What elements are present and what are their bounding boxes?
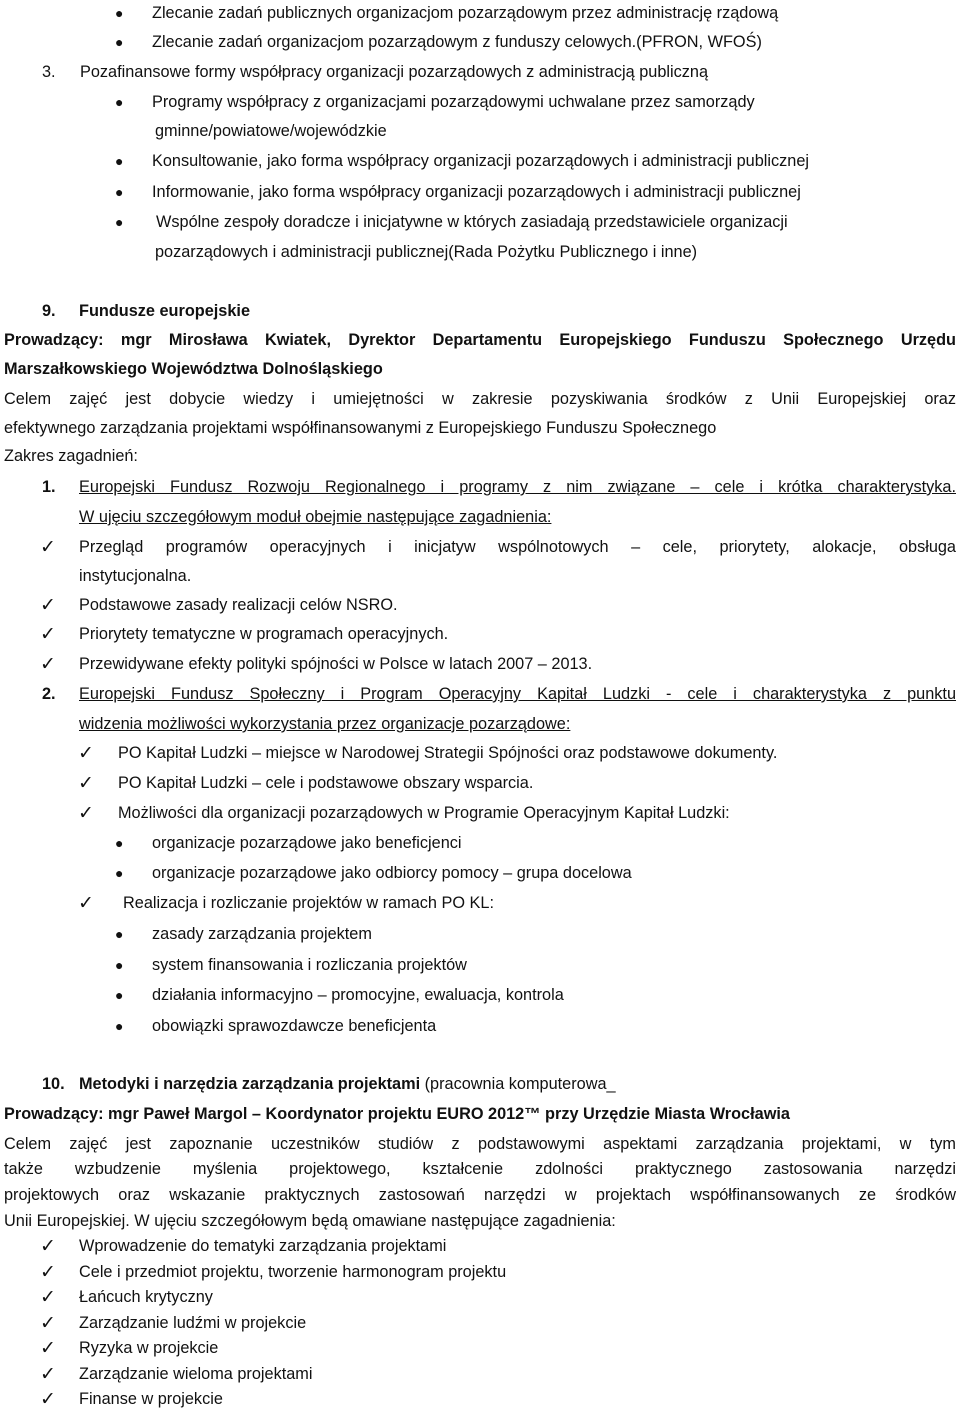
- check-icon: ✓: [78, 742, 94, 764]
- section9-goal-line1: Celem zajęć jest dobycie wiedzy i umiejętności w zakresie pozyskiwania środków z Unii Europejskiej oraz: [4, 390, 956, 408]
- check-icon: ✓: [40, 1363, 56, 1385]
- sub-bullet-4-line2: pozarządowych i administracji publicznej(Rada Pożytku Publicznego i inne): [155, 243, 698, 261]
- bullet-icon: ●: [115, 5, 124, 21]
- point1-number: 1.: [42, 478, 56, 496]
- point2-check-3: Możliwości dla organizacji pozarządowych w Programie Operacyjnym Kapitał Ludzki:: [118, 804, 730, 822]
- section10-heading: [79, 1074, 616, 1094]
- point2-bullet-a2: organizacje pozarządowe jako odbiorcy pomocy – grupa docelowa: [152, 864, 632, 882]
- bullet-icon: ●: [115, 987, 124, 1003]
- check-icon: ✓: [40, 1337, 56, 1359]
- bullet-icon: ●: [115, 835, 124, 851]
- section10-title-note: (pracownia komputerowa_: [420, 1075, 616, 1093]
- check-icon: ✓: [40, 1286, 56, 1308]
- item3-number: 3.: [42, 63, 56, 81]
- point1-check-2: Podstawowe zasady realizacji celów NSRO.: [79, 596, 398, 614]
- point1-subheading: W ujęciu szczegółowym moduł obejmie następujące zagadnienia:: [79, 508, 552, 526]
- point2-bullet-b1: zasady zarządzania projektem: [152, 925, 372, 943]
- point1-check-4: Przewidywane efekty polityki spójności w Polsce w latach 2007 – 2013.: [79, 655, 593, 673]
- sub-bullet-3: Informowanie, jako forma współpracy organizacji pozarządowych i administracji publicznej: [152, 183, 801, 201]
- check-icon: ✓: [78, 892, 94, 914]
- check-icon: ✓: [40, 1235, 56, 1257]
- point2-check-1: PO Kapitał Ludzki – miejsce w Narodowej Strategii Spójności oraz podstawowe dokumenty.: [118, 744, 778, 762]
- point2-check-4: Realizacja i rozliczanie projektów w ramach PO KL:: [123, 894, 494, 912]
- check-icon: ✓: [40, 653, 56, 675]
- bullet-icon: ●: [115, 94, 124, 110]
- point1-check-1-line1: Przegląd programów operacyjnych i inicjatyw wspólnotowych – cele, priorytety, alokacje, obsługa: [79, 538, 956, 556]
- check-icon: ✓: [78, 772, 94, 794]
- section10-goal-line3: projektowych oraz wskazanie praktycznych zastosowań narzędzi w projektach współfinansowanych ze środków: [4, 1186, 956, 1204]
- section10-check-5: Ryzyka w projekcie: [79, 1339, 219, 1357]
- point2-bullet-b4: obowiązki sprawozdawcze beneficjenta: [152, 1017, 437, 1035]
- bullet-icon: ●: [115, 865, 124, 881]
- section9-goal-line2: efektywnego zarządzania projektami współfinansowanymi z Europejskiego Funduszu Społecznego: [4, 419, 717, 437]
- top-bullet-2: Zlecanie zadań organizacjom pozarządowym z funduszy celowych.(PFRON, WFOŚ): [152, 33, 762, 51]
- section10-check-4: Zarządzanie ludźmi w projekcie: [79, 1314, 307, 1332]
- check-icon: ✓: [78, 802, 94, 824]
- point2-check-2: PO Kapitał Ludzki – cele i podstawowe obszary wsparcia.: [118, 774, 534, 792]
- section10-check-1: Wprowadzenie do tematyki zarządzania projektami: [79, 1237, 447, 1255]
- point2-number: 2.: [42, 685, 56, 703]
- section10-check-3: Łańcuch krytyczny: [79, 1288, 213, 1306]
- bullet-icon: ●: [115, 34, 124, 50]
- bullet-icon: ●: [115, 926, 124, 942]
- bullet-icon: ●: [115, 957, 124, 973]
- check-icon: ✓: [40, 536, 56, 558]
- section10-check-2: Cele i przedmiot projektu, tworzenie harmonogram projektu: [79, 1263, 507, 1281]
- section9-lead-line2: Marszałkowskiego Województwa Dolnośląskiego: [4, 360, 383, 378]
- section10-goal-line1: Celem zajęć jest zapoznanie uczestników studiów z podstawowymi aspektami zarządzania projektami, w tym: [4, 1135, 956, 1153]
- bullet-icon: ●: [115, 184, 124, 200]
- sub-bullet-1-line1: Programy współpracy z organizacjami pozarządowymi uchwalane przez samorządy: [152, 93, 755, 111]
- sub-bullet-1-line2: gminne/powiatowe/wojewódzkie: [155, 122, 387, 140]
- check-icon: ✓: [40, 623, 56, 645]
- sub-bullet-4-line1: Wspólne zespoły doradcze i inicjatywne w których zasiadają przedstawiciele organizacji: [156, 213, 788, 231]
- bullet-icon: ●: [115, 214, 124, 230]
- point2-title-line1: Europejski Fundusz Społeczny i Program Operacyjny Kapitał Ludzki - cele i charakterystyka z punktu: [79, 685, 956, 703]
- top-bullet-1: Zlecanie zadań publicznych organizacjom pozarządowym przez administrację rządową: [152, 4, 779, 22]
- check-icon: ✓: [40, 1312, 56, 1334]
- check-icon: ✓: [40, 594, 56, 616]
- section9-number: 9.: [42, 302, 56, 320]
- point1-check-1-line2: instytucjonalna.: [79, 567, 192, 585]
- section10-goal-line4: Unii Europejskiej. W ujęciu szczegółowym będą omawiane następujące zagadnienia:: [4, 1212, 616, 1230]
- scope-label: Zakres zagadnień:: [4, 447, 138, 465]
- point2-bullet-b2: system finansowania i rozliczania projektów: [152, 956, 467, 974]
- sub-bullet-2: Konsultowanie, jako forma współpracy organizacji pozarządowych i administracji publicznej: [152, 152, 809, 170]
- section10-lead: Prowadzący: mgr Paweł Margol – Koordynator projektu EURO 2012™ przy Urzędzie Miasta Wrocławia: [4, 1105, 790, 1123]
- section10-title: Metodyki i narzędzia zarządzania projektami: [79, 1075, 421, 1093]
- section10-number: 10.: [42, 1075, 65, 1093]
- bullet-icon: ●: [115, 1018, 124, 1034]
- point2-bullet-b3: działania informacyjno – promocyjne, ewaluacja, kontrola: [152, 986, 564, 1004]
- item3-heading: Pozafinansowe formy współpracy organizacji pozarządowych z administracją publiczną: [80, 63, 709, 81]
- section9-title: Fundusze europejskie: [79, 302, 250, 320]
- section10-check-7: Finanse w projekcie: [79, 1390, 223, 1408]
- point2-bullet-a1: organizacje pozarządowe jako beneficjenci: [152, 834, 462, 852]
- point1-title: Europejski Fundusz Rozwoju Regionalnego i programy z nim związane – cele i krótka charakterystyka.: [79, 478, 956, 496]
- point1-check-3: Priorytety tematyczne w programach operacyjnych.: [79, 625, 449, 643]
- check-icon: ✓: [40, 1261, 56, 1283]
- section10-goal-line2: także wzbudzenie myślenia projektowego, kształcenie zdolności praktycznego zastosowania narzędzi: [4, 1160, 956, 1178]
- check-icon: ✓: [40, 1388, 56, 1410]
- bullet-icon: ●: [115, 153, 124, 169]
- point2-title-line2: widzenia możliwości wykorzystania przez organizacje pozarządowe:: [79, 715, 571, 733]
- section10-check-6: Zarządzanie wieloma projektami: [79, 1365, 313, 1383]
- section9-lead-line1: Prowadzący: mgr Mirosława Kwiatek, Dyrektor Departamentu Europejskiego Funduszu Społecznego Urzędu: [4, 331, 956, 349]
